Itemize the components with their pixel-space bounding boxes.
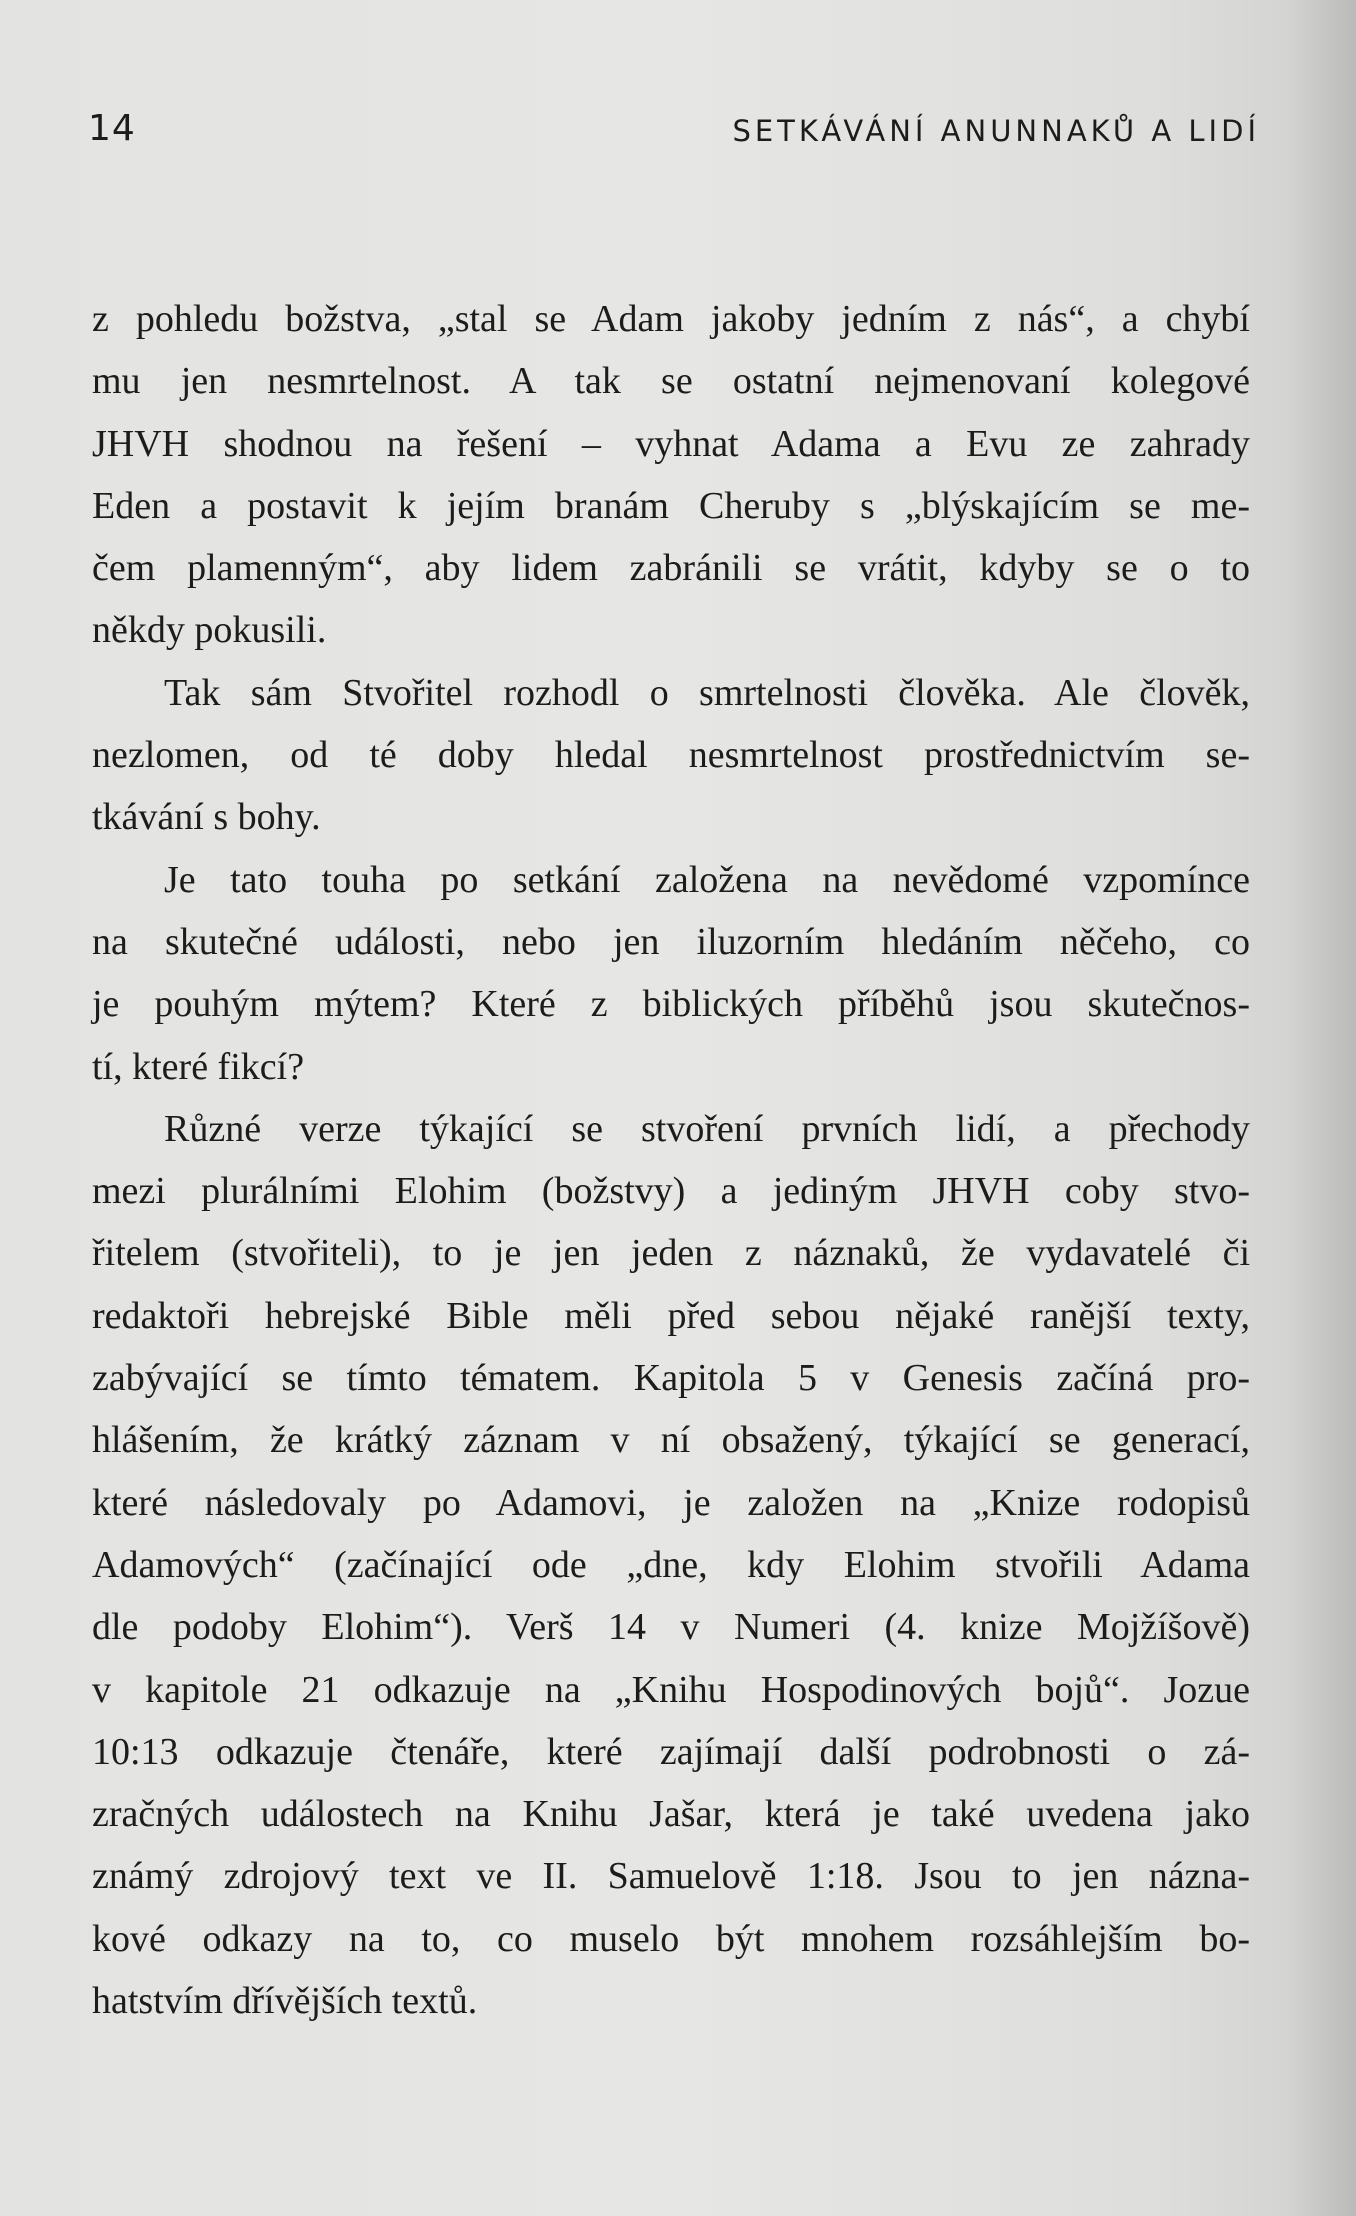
text-line: mezi plurálními Elohim (božstvy) a jediným JHVH coby stvo- — [92, 1170, 1250, 1213]
page-header — [88, 108, 1260, 168]
text-line: tí, které fikcí? — [92, 1045, 305, 1088]
text-line: hatstvím dřívějších textů. — [92, 1980, 478, 2023]
text-line: tkávání s bohy. — [92, 796, 321, 839]
text-line: nezlomen, od té doby hledal nesmrtelnost prostřednictvím se- — [92, 734, 1250, 777]
text-line: Adamových“ (začínající ode „dne, kdy Elohim stvořili Adama — [92, 1543, 1250, 1586]
text-line: známý zdrojový text ve II. Samuelově 1:18. Jsou to jen názna- — [92, 1855, 1250, 1898]
text-line: hlášením, že krátký záznam v ní obsažený, týkající se generací, — [92, 1419, 1250, 1462]
body-text — [92, 288, 1250, 2032]
text-line: zračných událostech na Knihu Jašar, která je také uvedena jako — [92, 1793, 1250, 1836]
text-line: Eden a postavit k jejím branám Cheruby s „blýskajícím se me- — [92, 484, 1250, 527]
text-line: JHVH shodnou na řešení – vyhnat Adama a Evu ze zahrady — [92, 422, 1250, 465]
text-line: které následovaly po Adamovi, je založen na „Knize rodopisů — [92, 1481, 1250, 1524]
text-line: Je tato touha po setkání založena na nevědomé vzpomínce — [164, 858, 1250, 901]
text-line: mu jen nesmrtelnost. A tak se ostatní nejmenovaní kolegové — [92, 360, 1250, 403]
text-line: v kapitole 21 odkazuje na „Knihu Hospodinových bojů“. Jozue — [92, 1668, 1250, 1711]
text-line: dle podoby Elohim“). Verš 14 v Numeri (4. knize Mojžíšově) — [92, 1606, 1250, 1649]
text-line: Různé verze týkající se stvoření prvních lidí, a přechody — [164, 1107, 1250, 1150]
text-line: někdy pokusili. — [92, 609, 327, 652]
text-line: z pohledu božstva, „stal se Adam jakoby jedním z nás“, a chybí — [92, 298, 1250, 340]
text-line: redaktoři hebrejské Bible měli před sebou nějaké ranější texty, — [92, 1294, 1250, 1337]
running-title: SETKÁVÁNÍ ANUNNAKŮ A LIDÍ — [732, 114, 1260, 148]
page-number: 14 — [88, 108, 136, 149]
text-line: zabývající se tímto tématem. Kapitola 5 v Genesis začíná pro- — [92, 1357, 1250, 1400]
text-line: čem plamenným“, aby lidem zabránili se vrátit, kdyby se o to — [92, 547, 1250, 590]
text-line: je pouhým mýtem? Které z biblických příběhů jsou skutečnos- — [92, 983, 1250, 1026]
page-edge-shadow — [1286, 0, 1356, 2216]
text-line: kové odkazy na to, co muselo být mnohem rozsáhlejším bo- — [92, 1917, 1250, 1960]
text-line: Tak sám Stvořitel rozhodl o smrtelnosti člověka. Ale člověk, — [164, 671, 1250, 714]
text-line: na skutečné události, nebo jen iluzorním hledáním něčeho, co — [92, 920, 1250, 963]
text-line: 10:13 odkazuje čtenáře, které zajímají další podrobnosti o zá- — [92, 1730, 1250, 1773]
text-line: řitelem (stvořiteli), to je jen jeden z náznaků, že vydavatelé či — [92, 1232, 1250, 1275]
